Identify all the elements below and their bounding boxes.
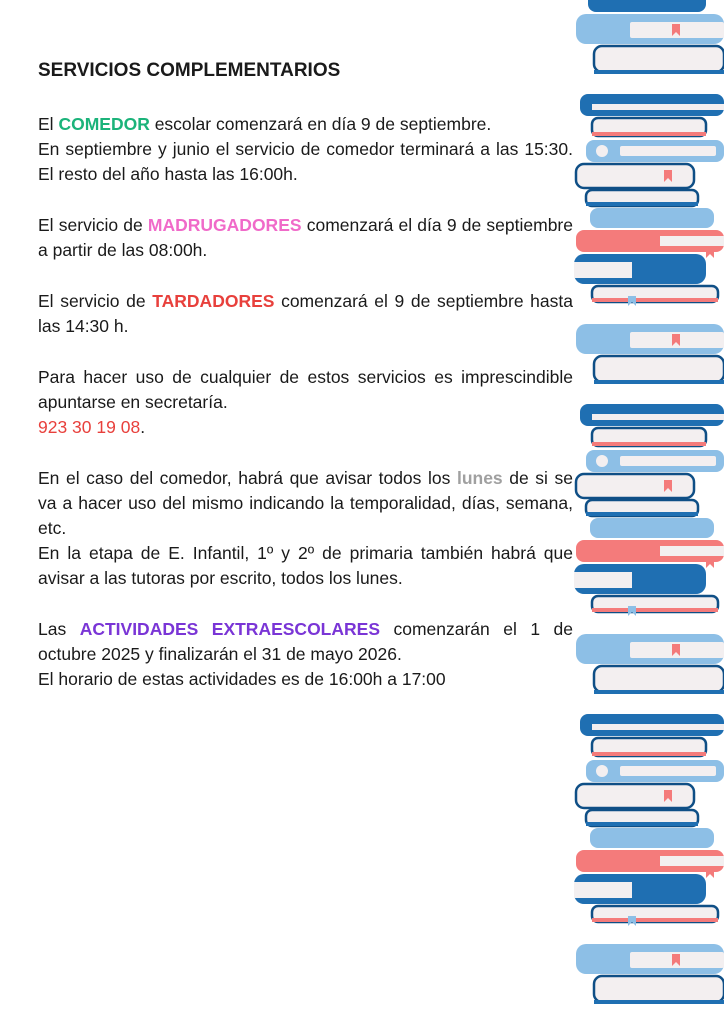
tardadores-post-text: comenzará el 9 de septiembre hasta las 14:30 h. (38, 291, 573, 336)
comedor-highlight: COMEDOR (58, 114, 150, 134)
actividades-paragraph (38, 617, 573, 692)
book-icon (574, 254, 706, 284)
aviso-pre-text: En el caso del comedor, habrá que avisar todos los (38, 468, 457, 488)
book-stack-unit (574, 324, 724, 616)
book-icon (590, 208, 714, 228)
actividades-highlight: ACTIVIDADES EXTRAESCOLARES (79, 619, 380, 639)
madrugadores-pre-text: El servicio de (38, 215, 148, 235)
comedor-post-text: escolar comenzará en día 9 de septiembre. (149, 114, 492, 134)
comedor-line-2: En septiembre y junio el servicio de comedor terminará a las 15:30. El resto del año hasta las 16:00h. (38, 139, 573, 184)
comedor-paragraph (38, 112, 573, 187)
aviso-post-text: de si se va a hacer uso del mismo indicando la temporalidad, días, semana, etc. (38, 468, 573, 538)
actividades-line-1 (38, 617, 573, 667)
tardadores-pre-text: El servicio de (38, 291, 153, 311)
book-icon (586, 190, 698, 206)
tardadores-highlight: TARDADORES (152, 291, 275, 311)
madrugadores-post-text: comenzará el día 9 de septiembre a partir de las 08:00h. (38, 215, 573, 260)
book-stack-unit (574, 944, 724, 1024)
aviso-line-1 (38, 466, 573, 541)
phone-line (38, 415, 573, 440)
actividades-line-2: El horario de estas actividades es de 16:00h a 17:00 (38, 669, 446, 689)
actividades-pre-text: Las (38, 619, 80, 639)
book-stack-unit (574, 634, 724, 926)
book-stack-illustration (570, 0, 724, 1024)
aviso-paragraph (38, 466, 573, 591)
book-icon (592, 286, 718, 306)
aviso-line-2: En la etapa de E. Infantil, 1º y 2º de primaria también habrá que avisar a las tutoras por escrito, todos los lunes. (38, 543, 573, 588)
inscripcion-text: Para hacer uso de cualquier de estos servicios es imprescindible apuntarse en secretaría. (38, 367, 573, 412)
book-icon (576, 14, 724, 44)
book-icon (580, 94, 724, 116)
actividades-post-text: comenzarán el 1 de octubre 2025 y finalizarán el 31 de mayo 2026. (38, 619, 573, 664)
madrugadores-paragraph (38, 213, 573, 263)
page-title: SERVICIOS COMPLEMENTARIOS (38, 60, 341, 81)
comedor-line-1 (38, 112, 573, 137)
book-icon (594, 46, 724, 74)
document-body (38, 58, 573, 718)
book-icon (592, 118, 706, 136)
book-icon (576, 230, 724, 258)
book-icon (576, 164, 694, 188)
inscripcion-paragraph (38, 365, 573, 440)
book-stack-unit (574, 14, 724, 306)
book-icon (586, 140, 724, 162)
book-icon (588, 0, 706, 12)
phone-suffix: . (140, 417, 146, 437)
madrugadores-highlight: MADRUGADORES (147, 215, 302, 235)
tardadores-paragraph (38, 289, 573, 339)
lunes-highlight: lunes (456, 468, 503, 488)
comedor-pre-text: El (38, 114, 59, 134)
phone-number[interactable]: 923 30 19 08 (38, 417, 141, 437)
